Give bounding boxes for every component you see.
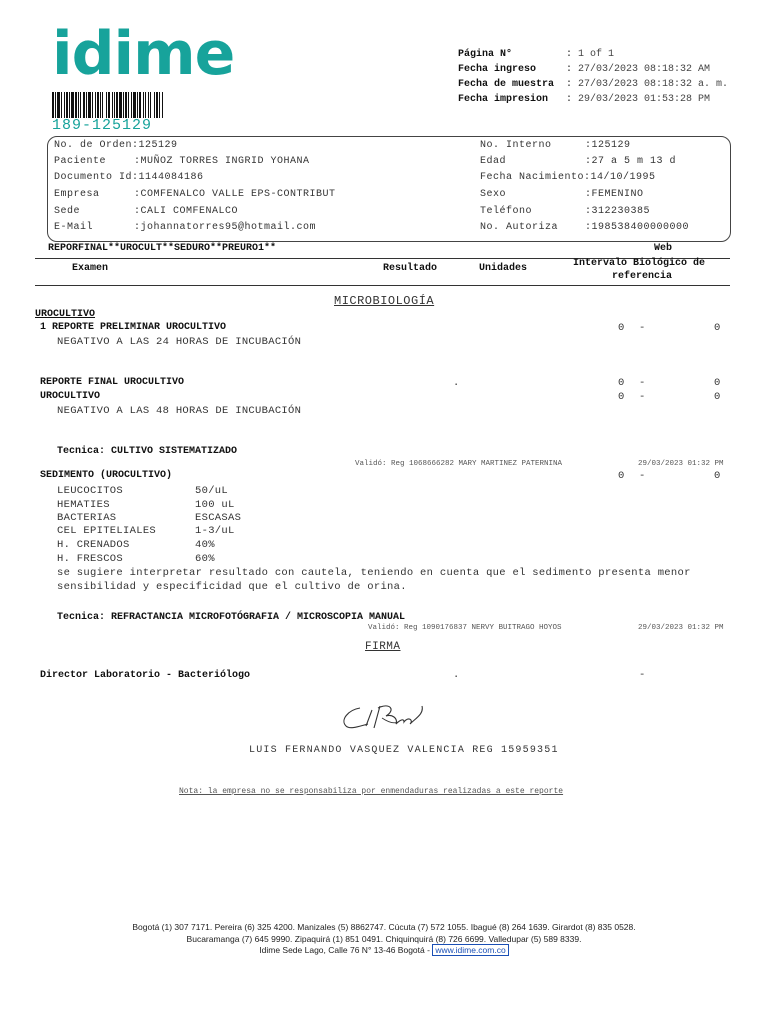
final-sub-range-max: 0: [714, 391, 721, 403]
header-bottom-divider: [35, 285, 730, 286]
barcode-image: [52, 92, 224, 118]
patient-age-value: :27 a 5 m 13 d: [585, 156, 677, 167]
footer-line-2: Bucaramanga (7) 645 9990. Zipaquirá (1) 851 0491. Chiquinquirá (8) 726 6699. Valledupar (5) 589 8339.: [186, 934, 582, 944]
prelim-range-min: 0: [618, 322, 625, 334]
tecnica-microscopia: Tecnica: REFRACTANCIA MICROFOTÓGRAFIA / MICROSCOPIA MANUAL: [57, 612, 406, 623]
final-sub-range-dash: -: [639, 391, 646, 403]
column-range-line2: referencia: [612, 271, 673, 282]
patient-name-label: Paciente: [54, 156, 107, 167]
footer-line-1: Bogotá (1) 307 7171. Pereira (6) 325 4200. Manizales (5) 8862747. Cúcuta (7) 572 1055. Ibagué (8) 264 1639. Girardot (8) 835 0528.: [132, 922, 636, 932]
meta-fecha-impresion: Fecha impresion : 29/03/2023 01:53:28 PM: [458, 94, 711, 105]
column-exam: Examen: [72, 263, 109, 274]
patient-internal-value: :125129: [585, 140, 631, 151]
prelim-title: 1 REPORTE PRELIMINAR UROCULTIVO: [40, 322, 227, 333]
column-units: Unidades: [479, 263, 528, 274]
sediment-note-line2: sensibilidad y especificidad que el cultivo de orina.: [57, 581, 407, 593]
idime-logo: idime: [52, 19, 235, 89]
patient-phone-label: Teléfono: [480, 206, 533, 217]
sediment-item-value: ESCASAS: [195, 512, 242, 524]
sediment-item-name: CEL EPITELIALES: [57, 525, 157, 537]
sediment-title: SEDIMENTO (UROCULTIVO): [40, 470, 173, 481]
final-result: NEGATIVO A LAS 48 HORAS DE INCUBACIÓN: [57, 405, 302, 417]
patient-order-label: No. de Orden:125129: [54, 140, 178, 151]
prelim-range-dash: -: [639, 322, 646, 334]
meta-fecha-muestra: Fecha de muestra : 27/03/2023 08:18:32 a. m.: [458, 79, 729, 90]
patient-email-value: :johannatorres95@hotmail.com: [134, 222, 317, 233]
signature-image: [338, 696, 430, 738]
urocultivo-heading: UROCULTIVO: [35, 309, 96, 320]
validation-2-text: Validó: Reg 1090176837 NERVY BUITRAGO HOYOS: [368, 624, 562, 632]
patient-phone-value: :312230385: [585, 206, 651, 217]
patient-sex-value: :FEMENINO: [585, 189, 644, 200]
final-result-dot: .: [453, 377, 460, 389]
sediment-range-min: 0: [618, 470, 625, 482]
sediment-item-name: H. FRESCOS: [57, 553, 124, 565]
sediment-item-name: LEUCOCITOS: [57, 485, 124, 497]
tecnica-cultivo: Tecnica: CULTIVO SISTEMATIZADO: [57, 446, 238, 457]
validation-1-text: Validó: Reg 1068666282 MARY MARTINEZ PATERNINA: [355, 460, 563, 468]
patient-auth-value: :198538400000000: [585, 222, 690, 233]
final-sub-title: UROCULTIVO: [40, 391, 101, 402]
barcode-number: 189-125129: [52, 117, 153, 134]
sediment-item-name: H. CRENADOS: [57, 539, 130, 551]
signer-name: LUIS FERNANDO VASQUEZ VALENCIA REG 15959351: [249, 745, 559, 756]
firma-title: FIRMA: [365, 641, 401, 653]
patient-company-label: Empresa: [54, 189, 100, 200]
section-title: MICROBIOLOGÍA: [334, 294, 435, 308]
sediment-range-dash: -: [639, 470, 646, 482]
final-range-min: 0: [618, 377, 625, 389]
final-sub-range-min: 0: [618, 391, 625, 403]
final-range-max: 0: [714, 377, 721, 389]
website-link[interactable]: www.idime.com.co: [432, 944, 508, 956]
patient-auth-label: No. Autoriza: [480, 222, 559, 233]
column-range-line1: Intervalo Biológico de: [573, 258, 706, 269]
patient-document: Documento Id:1144084186: [54, 172, 204, 183]
disclaimer-note: Nota: la empresa no se responsabiliza por enmendaduras realizadas a este reporte: [179, 787, 564, 796]
final-title: REPORTE FINAL UROCULTIVO: [40, 377, 185, 388]
sediment-range-max: 0: [714, 470, 721, 482]
footer-line-3: Idime Sede Lago, Calle 76 N° 13-46 Bogotá - www.idime.com.co: [0, 945, 768, 955]
patient-email-label: E-Mail: [54, 222, 94, 233]
patient-age-label: Edad: [480, 156, 507, 167]
sediment-note-line1: se sugiere interpretar resultado con cautela, teniendo en cuenta que el sedimento presenta menor: [57, 567, 691, 579]
patient-internal-label: No. Interno: [480, 140, 552, 151]
patient-sede-value: :CALI COMFENALCO: [134, 206, 239, 217]
sediment-item-value: 50/uL: [195, 485, 229, 497]
validation-2-date: 29/03/2023 01:32 PM: [638, 624, 724, 632]
director-label: Director Laboratorio - Bacteriólogo: [40, 670, 251, 681]
patient-birth: Fecha Nacimiento:14/10/1995: [480, 172, 656, 183]
director-result-dot: .: [453, 669, 460, 681]
sediment-item-value: 100 uL: [195, 499, 235, 511]
web-label: Web: [654, 243, 673, 254]
patient-sede-label: Sede: [54, 206, 81, 217]
director-range-dash: -: [639, 669, 646, 681]
sediment-item-value: 1-3/uL: [195, 525, 235, 537]
sediment-item-value: 60%: [195, 553, 215, 565]
meta-pagina: Página N° : 1 of 1: [458, 49, 615, 60]
final-range-dash: -: [639, 377, 646, 389]
prelim-range-max: 0: [714, 322, 721, 334]
sediment-item-value: 40%: [195, 539, 215, 551]
meta-fecha-ingreso: Fecha ingreso : 27/03/2023 08:18:32 AM: [458, 64, 711, 75]
validation-1-date: 29/03/2023 01:32 PM: [638, 460, 724, 468]
patient-company-value: :COMFENALCO VALLE EPS-CONTRIBUT: [134, 189, 336, 200]
patient-name-value: :MUÑOZ TORRES INGRID YOHANA: [134, 156, 310, 167]
prelim-result: NEGATIVO A LAS 24 HORAS DE INCUBACIÓN: [57, 336, 302, 348]
column-result: Resultado: [383, 263, 438, 274]
report-code: REPORFINAL**UROCULT**SEDURO**PREURO1**: [48, 243, 277, 254]
patient-sex-label: Sexo: [480, 189, 507, 200]
sediment-item-name: HEMATIES: [57, 499, 110, 511]
sediment-item-name: BACTERIAS: [57, 512, 117, 524]
